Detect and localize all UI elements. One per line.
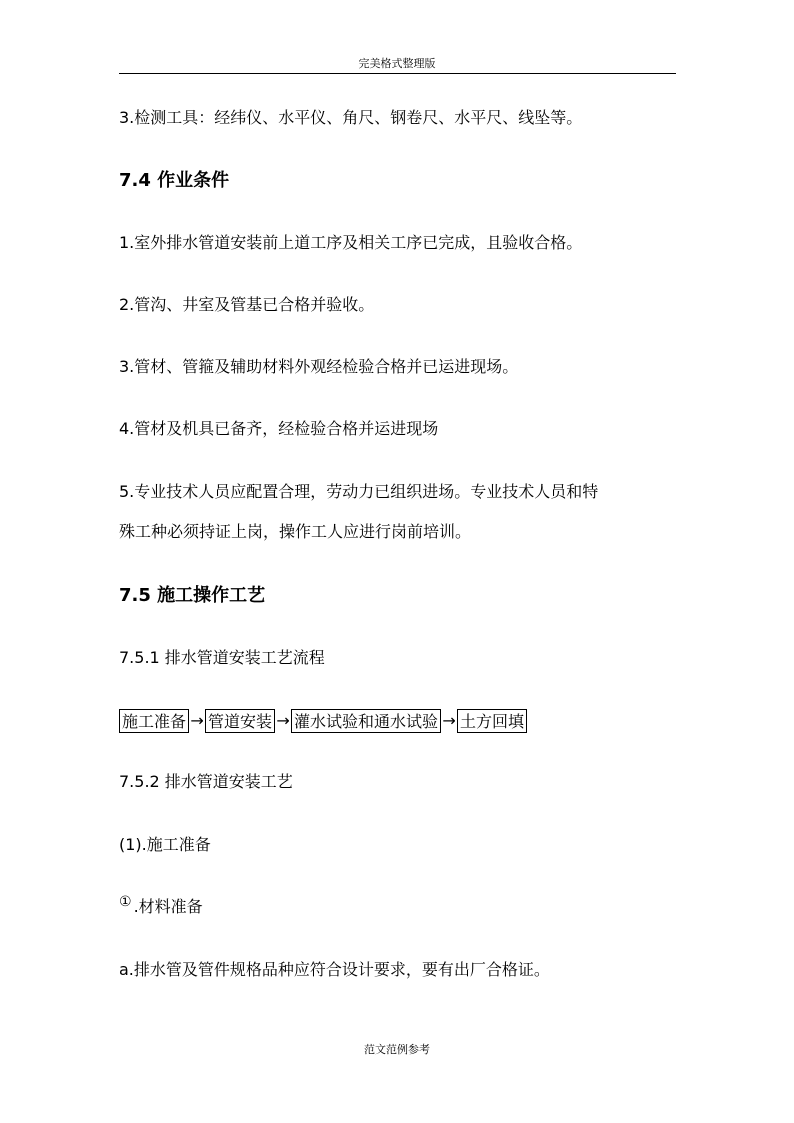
tools-line: 3.检测工具：经纬仪、水平仪、角尺、钢卷尺、水平尺、线坠等。 <box>119 108 583 127</box>
item-construction-prep: (1).施工准备 <box>119 835 211 854</box>
subsection-7-5-2: 7.5.2 排水管道安装工艺 <box>119 772 293 791</box>
flow-arrow-icon: → <box>442 711 456 730</box>
flow-step-water-test: 灌水试验和通水试验 <box>291 709 441 733</box>
material-prep-label: .材料准备 <box>133 897 203 916</box>
item-a: a.排水管及管件规格品种应符合设计要求，要有出厂合格证。 <box>119 960 550 979</box>
page-header: 完美格式整理版 <box>358 57 436 70</box>
condition-3: 3.管材、管箍及辅助材料外观经检验合格并已运进现场。 <box>119 357 519 376</box>
condition-4: 4.管材及机具已备齐，经检验合格并运进现场 <box>119 419 439 438</box>
process-flow <box>119 708 527 734</box>
flow-arrow-icon: → <box>276 711 290 730</box>
material-prep-line <box>119 896 203 919</box>
subsection-7-5-1: 7.5.1 排水管道安装工艺流程 <box>119 648 325 667</box>
condition-1: 1.室外排水管道安装前上道工序及相关工序已完成，且验收合格。 <box>119 233 583 252</box>
condition-5-line-1: 5.专业技术人员应配置合理，劳动力已组织进场。专业技术人员和特 <box>119 482 599 501</box>
circled-one-glyph: ① <box>119 894 132 910</box>
flow-arrow-icon: → <box>190 711 204 730</box>
header-rule <box>119 73 676 74</box>
condition-5-line-2: 殊工种必须持证上岗，操作工人应进行岗前培训。 <box>119 522 472 541</box>
flow-step-backfill: 土方回填 <box>457 709 527 733</box>
page-footer: 范文范例参考 <box>364 1043 430 1056</box>
condition-2: 2.管沟、井室及管基已合格并验收。 <box>119 295 375 314</box>
section-heading-7-4: 7.4 作业条件 <box>119 170 230 191</box>
flow-step-pipe-install: 管道安装 <box>205 709 275 733</box>
section-heading-7-5: 7.5 施工操作工艺 <box>119 585 266 606</box>
flow-step-preparation: 施工准备 <box>119 709 189 733</box>
